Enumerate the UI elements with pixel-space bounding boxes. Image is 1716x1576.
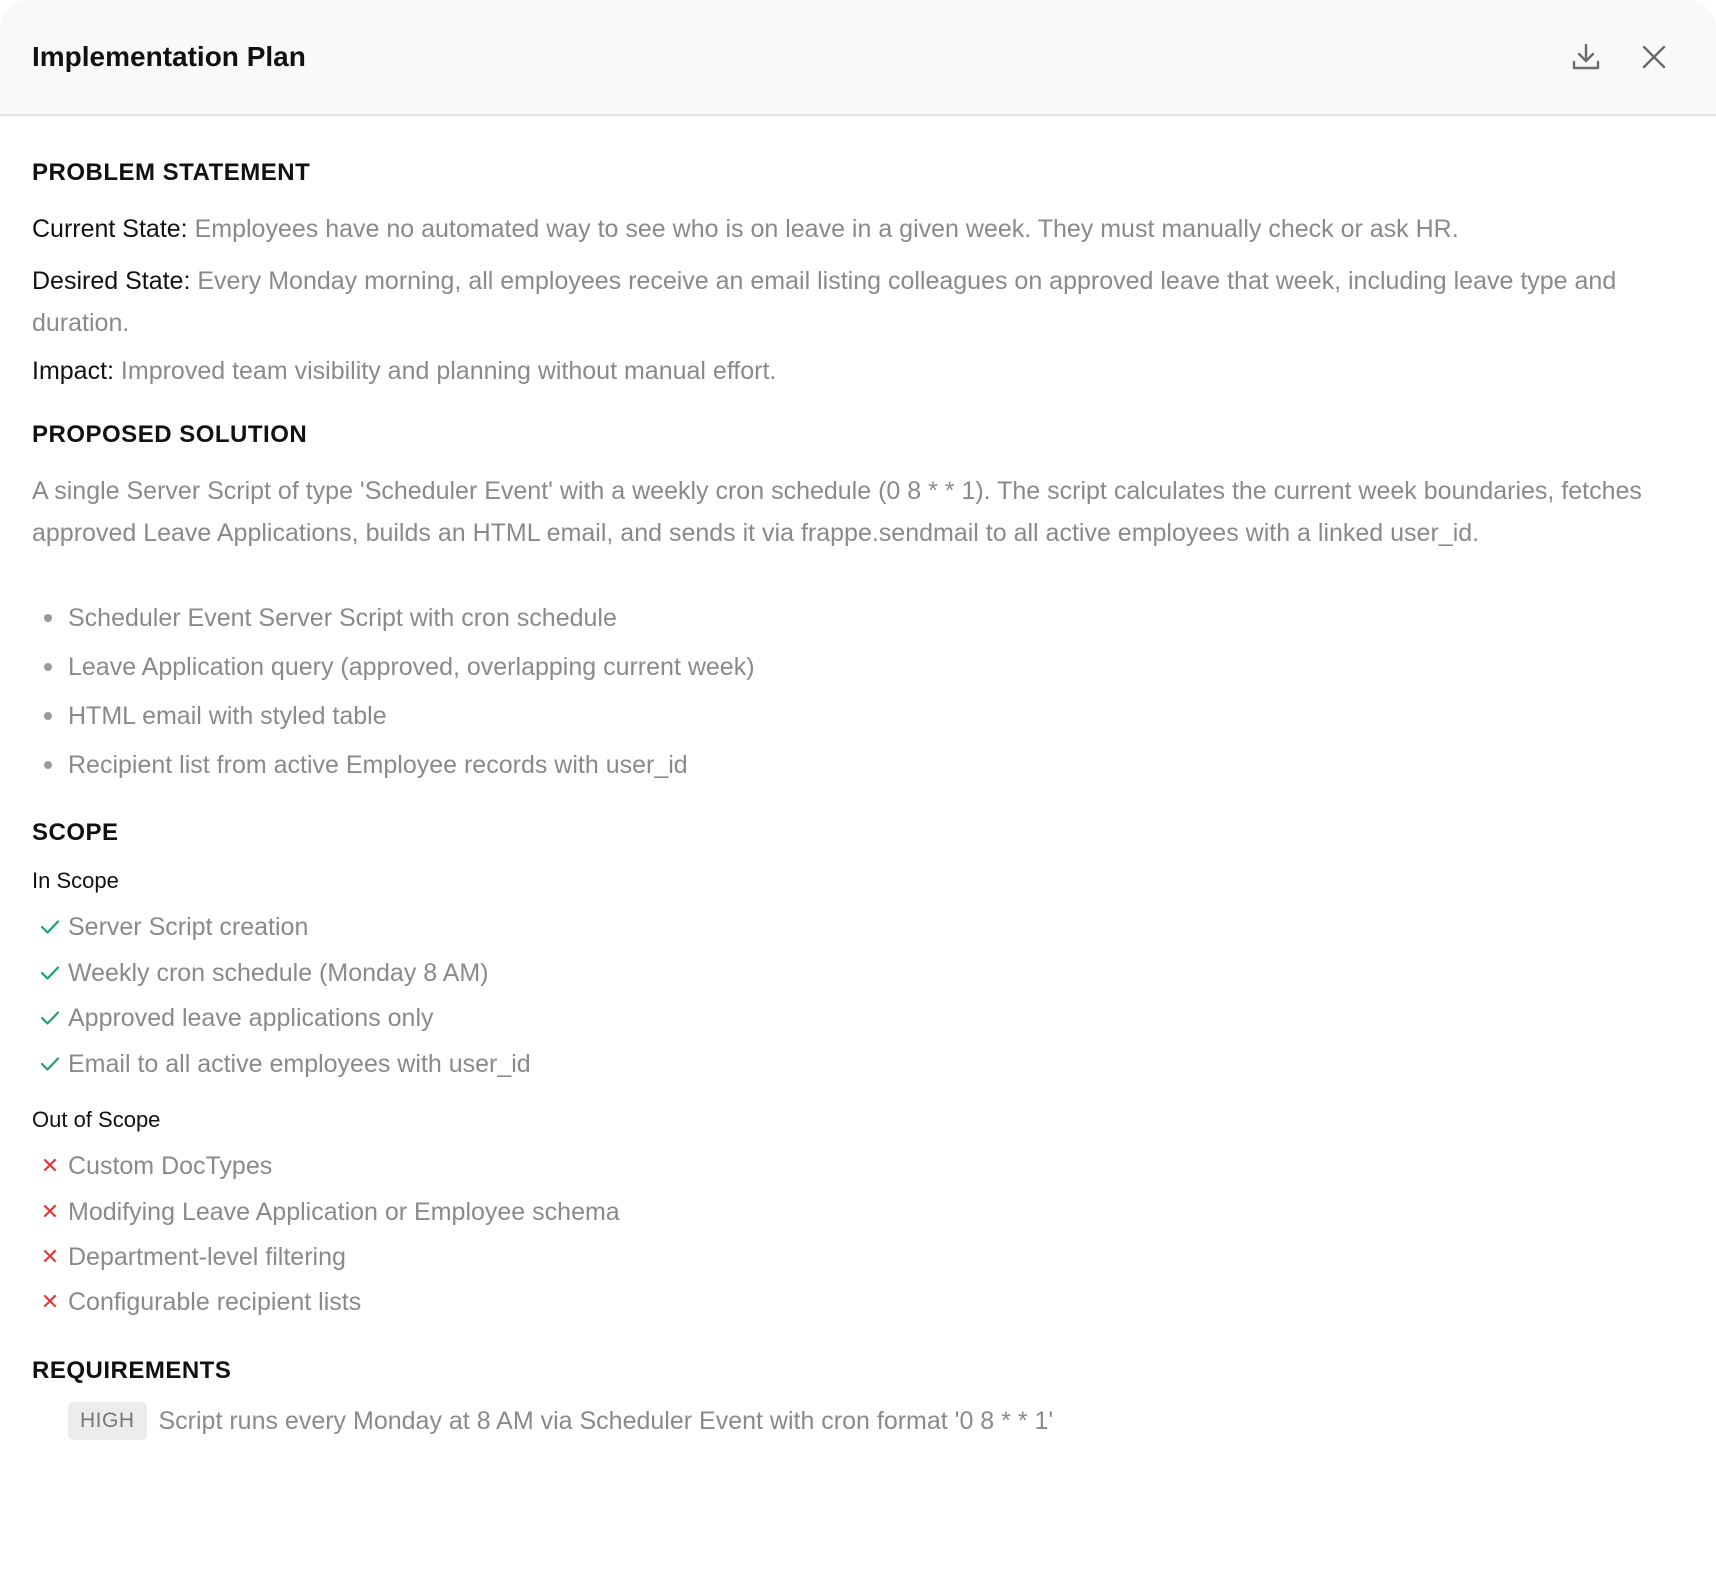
bullet-dot [44, 614, 52, 622]
bullet-dot [44, 712, 52, 720]
problem-statement-heading: PROBLEM STATEMENT [32, 159, 311, 186]
current-state-text: Employees have no automated way to see who is on leave in a given week. They must manually check or ask HR. [187, 215, 1459, 243]
out-of-scope-item [32, 1286, 361, 1318]
panel-header [0, 0, 1716, 116]
download-icon [1570, 41, 1602, 73]
current-state-paragraph [32, 208, 1688, 250]
out-of-scope-text: Department-level filtering [68, 1243, 346, 1271]
list-item: Scheduler Event Server Script with cron schedule [68, 604, 617, 632]
in-scope-item [32, 1002, 434, 1034]
x-icon: ✕ [40, 1199, 60, 1224]
out-of-scope-text: Custom DocTypes [68, 1152, 273, 1180]
in-scope-item [32, 957, 489, 989]
close-button[interactable] [1635, 38, 1673, 76]
in-scope-text: Weekly cron schedule (Monday 8 AM) [68, 959, 489, 987]
out-of-scope-title: Out of Scope [32, 1107, 161, 1132]
list-item: HTML email with styled table [68, 702, 387, 730]
check-icon [32, 911, 68, 943]
in-scope-item [32, 1048, 531, 1080]
check-icon [32, 1002, 68, 1034]
close-icon [1641, 44, 1667, 70]
requirement-text: Script runs every Monday at 8 AM via Scheduler Event with cron format '0 8 * * 1' [158, 1406, 1054, 1435]
out-of-scope-item [32, 1150, 272, 1182]
bullet-dot [44, 663, 52, 671]
out-of-scope-item [32, 1196, 620, 1228]
out-of-scope-item [32, 1241, 346, 1273]
x-icon: ✕ [40, 1289, 60, 1314]
x-icon: ✕ [40, 1153, 60, 1178]
in-scope-title: In Scope [32, 868, 119, 893]
in-scope-text: Approved leave applications only [68, 1004, 434, 1032]
requirements-heading: REQUIREMENTS [32, 1357, 232, 1384]
scope-heading: SCOPE [32, 819, 119, 846]
requirement-row [68, 1402, 1053, 1440]
check-icon [32, 957, 68, 989]
x-icon: ✕ [40, 1244, 60, 1269]
proposed-solution-heading: PROPOSED SOLUTION [32, 421, 308, 448]
list-item: Leave Application query (approved, overlapping current week) [68, 653, 755, 681]
desired-state-label: Desired State: [32, 267, 191, 295]
solution-description: A single Server Script of type 'Scheduler Event' with a weekly cron schedule (0 8 * * 1). The script calculates the current week boundaries, fetches approved Leave Applications, builds an HTML email, and sends it via frappe.sendmail to all active employees with a linked user_id. [32, 477, 1642, 547]
current-state-label: Current State: [32, 215, 188, 243]
in-scope-item [32, 911, 308, 943]
desired-state-paragraph [32, 260, 1688, 344]
out-of-scope-text: Configurable recipient lists [68, 1288, 362, 1316]
in-scope-text: Server Script creation [68, 913, 309, 941]
list-item: Recipient list from active Employee records with user_id [68, 751, 688, 779]
download-button[interactable] [1567, 38, 1605, 76]
desired-state-text: Every Monday morning, all employees receive an email listing colleagues on approved leave that week, including leave type and duration. [32, 267, 1617, 337]
in-scope-text: Email to all active employees with user_id [68, 1050, 531, 1078]
impact-paragraph [32, 350, 1688, 392]
priority-badge: HIGH [68, 1402, 147, 1440]
bullet-dot [44, 761, 52, 769]
impact-label: Impact: [32, 357, 114, 385]
check-icon [32, 1048, 68, 1080]
out-of-scope-text: Modifying Leave Application or Employee schema [68, 1198, 620, 1226]
impact-text: Improved team visibility and planning without manual effort. [113, 357, 777, 385]
panel-title: Implementation Plan [32, 41, 306, 72]
